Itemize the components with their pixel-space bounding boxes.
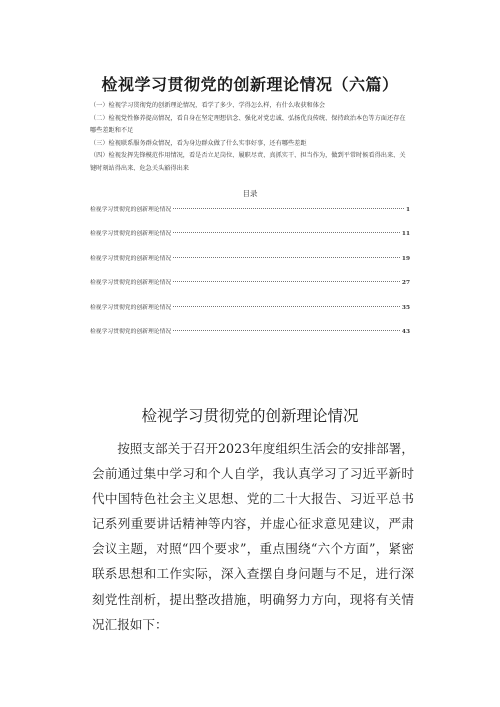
toc-entry-2[interactable] (90, 228, 410, 252)
toc-entry-3[interactable] (90, 253, 410, 277)
toc-leader-dots (173, 257, 400, 258)
toc-entry-label: 检视学习贯彻党的创新理论情况 (90, 328, 172, 335)
intro-line-1: （一）检视学习贯彻党的创新理论情况，看学了多少、学得怎么样，有什么收获和体会 (90, 102, 326, 109)
toc-entry-label: 检视学习贯彻党的创新理论情况 (90, 280, 172, 287)
toc-leader-dots (173, 208, 404, 209)
toc-leader-dots (173, 306, 400, 307)
toc-page-number: 11 (401, 231, 410, 238)
toc-leader-dots (173, 232, 400, 233)
intro-line-2: （二）检视党性修养提高情况，看自身在坚定理想信念、强化对党忠诚、弘扬优良传统、保持政治本色等方面还存在哪些差距和不足 (90, 114, 406, 135)
toc-entry-4[interactable] (90, 277, 410, 301)
toc-page-number: 27 (401, 280, 410, 287)
toc-page-number: 19 (401, 255, 410, 262)
toc-entry-label: 检视学习贯彻党的创新理论情况 (90, 255, 172, 262)
toc-page-number: 35 (401, 304, 410, 311)
toc-page-number: 1 (405, 207, 410, 213)
toc-heading: 目录 (242, 189, 258, 198)
intro-block (90, 100, 410, 176)
body-text (92, 436, 414, 637)
toc-entry-label: 检视学习贯彻党的创新理论情况 (90, 304, 172, 311)
toc-entry-1[interactable] (90, 204, 410, 228)
toc-page-number: 43 (401, 328, 410, 335)
table-of-contents (90, 204, 410, 350)
intro-line-3: （三）检视联系服务群众情况，看为身边群众做了什么实事好事，还有哪些差距 (90, 139, 307, 147)
intro-line-4: （四）检视发挥先锋模范作用情况，看是否立足岗位、履职尽责、真抓实干、担当作为，做到平常时候看得出来、关键时刻站得出来、危急关头豁得出来 (90, 152, 406, 172)
toc-entry-label: 检视学习贯彻党的创新理论情况 (90, 207, 172, 213)
document-title: 检视学习贯彻党的创新理论情况（六篇） (101, 75, 399, 94)
toc-leader-dots (173, 330, 400, 331)
body-paragraph: 按照支部关于召开2023年度组织生活会的安排部署，会前通过集中学习和个人自学，我认真学习了习近平新时代中国特色社会主义思想、党的二十大报告、习近平总书记系列重要讲话精神等内容，并虚心征求意见建议，严肃会议主题，对照“四个要求”，重点围绕“六个方面”，紧密联系思想和工作实际，深入查摆自身问题与不足，进行深刻党性剖析，提出整改措施，明确努力方向，现将有关情况汇报如下： (92, 441, 414, 632)
toc-entry-6[interactable] (90, 326, 410, 350)
toc-entry-5[interactable] (90, 302, 410, 326)
toc-leader-dots (173, 281, 400, 282)
section-title: 检视学习贯彻党的创新理论情况 (141, 407, 359, 425)
toc-entry-label: 检视学习贯彻党的创新理论情况 (90, 231, 172, 238)
